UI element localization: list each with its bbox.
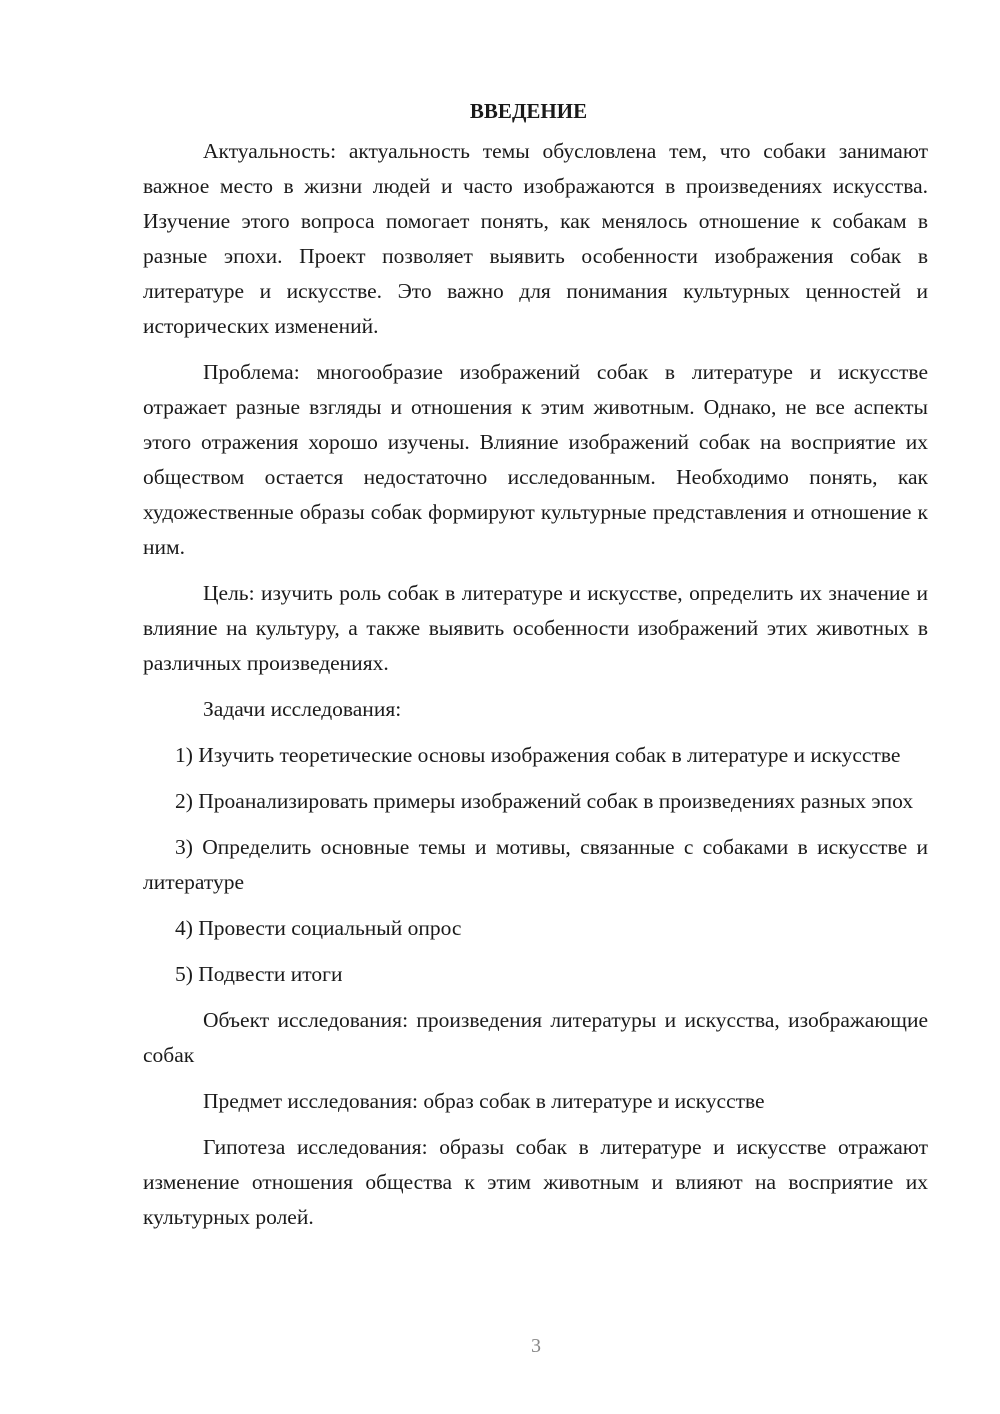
paragraph-relevance: Актуальность: актуальность темы обусловлена тем, что собаки занимают важное место в жизни людей и часто изображаются в произведениях искусства. Изучение этого вопроса помогает понять, как менялось отношение к собакам в разные эпохи. Проект позволяет выявить особенности изображения собак в литературе и искусстве. Это важно для понимания культурных ценностей и исторических изменений. [143, 139, 928, 338]
task-item-1: 1) Изучить теоретические основы изображения собак в литературе и искусстве [175, 743, 901, 767]
paragraph-subject: Предмет исследования: образ собак в литературе и искусстве [203, 1089, 765, 1113]
task-item-4: 4) Провести социальный опрос [175, 916, 462, 940]
paragraph-object: Объект исследования: произведения литературы и искусства, изображающие собак [143, 1008, 928, 1067]
paragraph-goal: Цель: изучить роль собак в литературе и искусстве, определить их значение и влияние на культуру, а также выявить особенности изображений этих животных в различных произведениях. [143, 581, 928, 675]
page-number: 3 [531, 1335, 541, 1357]
task-item-5: 5) Подвести итоги [175, 962, 343, 986]
paragraph-problem: Проблема: многообразие изображений собак в литературе и искусстве отражает разные взгляды и отношения к этим животным. Однако, не все аспекты этого отражения хорошо изучены. Влияние изображений собак на восприятие их обществом остается недостаточно исследованным. Необходимо понять, как художественные образы собак формируют культурные представления и отношение к ним. [143, 360, 928, 559]
task-item-2: 2) Проанализировать примеры изображений собак в произведениях разных эпох [175, 789, 914, 813]
page-title: ВВЕДЕНИЕ [469, 99, 588, 123]
task-item-3: 3) Определить основные темы и мотивы, связанные с собаками в искусстве и литературе [143, 835, 928, 894]
document-page [143, 88, 928, 1235]
tasks-label: Задачи исследования: [203, 697, 402, 721]
paragraph-hypothesis: Гипотеза исследования: образы собак в литературе и искусстве отражают изменение отношения общества к этим животным и влияют на восприятие их культурных ролей. [143, 1135, 928, 1229]
